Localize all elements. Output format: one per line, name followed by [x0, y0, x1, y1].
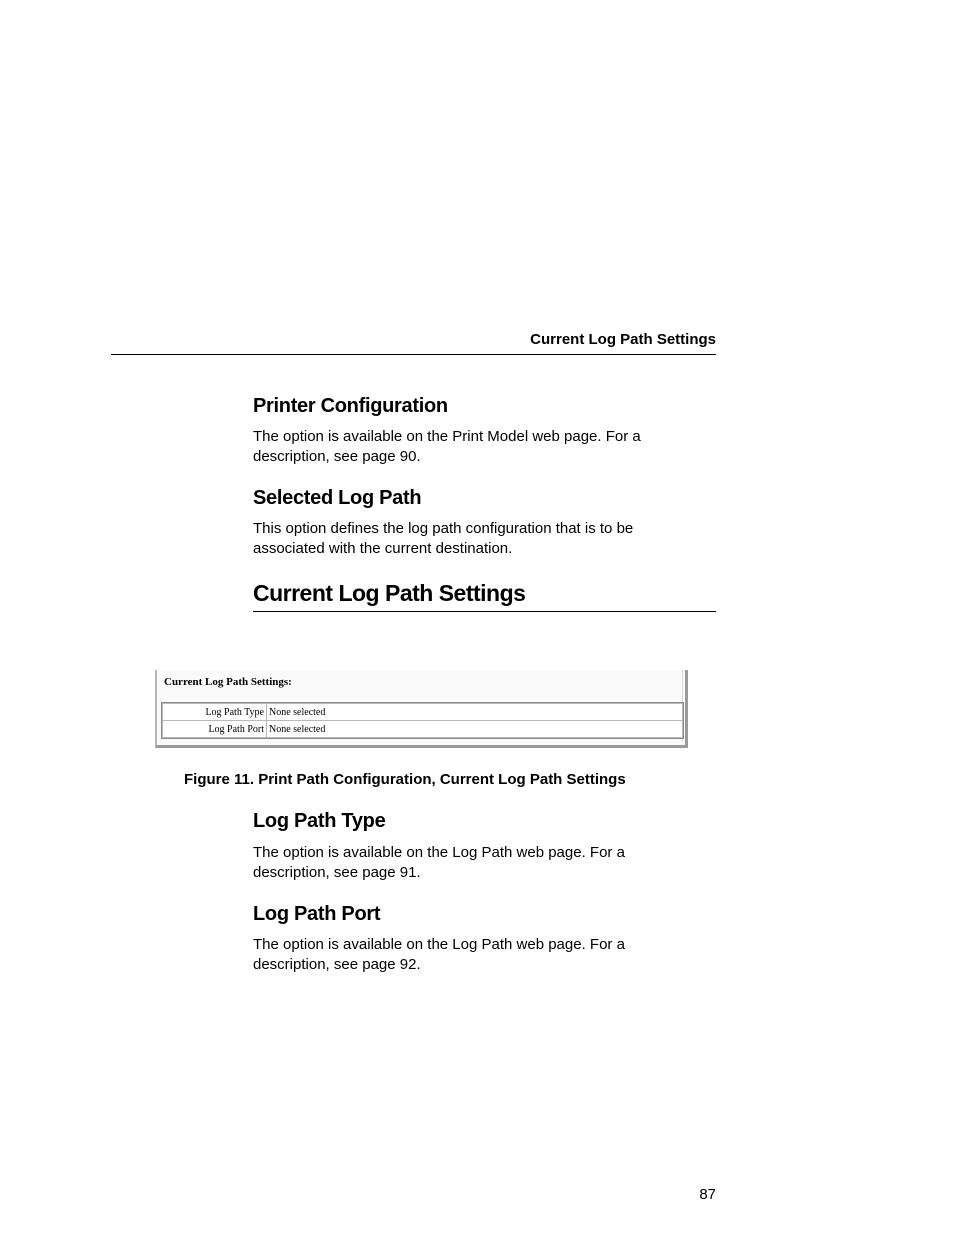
running-header: Current Log Path Settings [530, 331, 716, 348]
screenshot-title: Current Log Path Settings: [164, 676, 292, 688]
figure-screenshot [155, 670, 688, 748]
section-heading-selected-log-path: Selected Log Path [253, 487, 422, 509]
page-number: 87 [699, 1186, 716, 1203]
main-heading: Current Log Path Settings [253, 580, 526, 606]
settings-table [162, 703, 683, 738]
section-heading-printer-configuration: Printer Configuration [253, 395, 448, 417]
body-line: description, see page 92. [253, 956, 421, 973]
main-heading-rule [253, 611, 716, 612]
section-body-printer-configuration [253, 427, 723, 467]
body-line: The option is available on the Log Path web page. For a [253, 936, 625, 953]
section-heading-log-path-type: Log Path Type [253, 810, 386, 832]
section-body-selected-log-path [253, 519, 723, 559]
body-line: The option is available on the Print Model web page. For a [253, 428, 641, 445]
table-row [163, 704, 683, 721]
section-body-log-path-port [253, 935, 723, 975]
body-line: description, see page 90. [253, 448, 421, 465]
row-label-log-path-type: Log Path Type [163, 704, 267, 721]
body-line: associated with the current destination. [253, 540, 513, 557]
section-body-log-path-type [253, 843, 723, 883]
body-line: This option defines the log path configuration that is to be [253, 520, 634, 537]
body-line: description, see page 91. [253, 864, 421, 881]
figure-caption: Figure 11. Print Path Configuration, Current Log Path Settings [184, 771, 626, 788]
row-value-log-path-port: None selected [267, 721, 683, 738]
row-value-log-path-type: None selected [267, 704, 683, 721]
header-rule [111, 354, 716, 355]
table-row [163, 721, 683, 738]
row-label-log-path-port: Log Path Port [163, 721, 267, 738]
body-line: The option is available on the Log Path web page. For a [253, 844, 625, 861]
section-heading-log-path-port: Log Path Port [253, 903, 381, 925]
